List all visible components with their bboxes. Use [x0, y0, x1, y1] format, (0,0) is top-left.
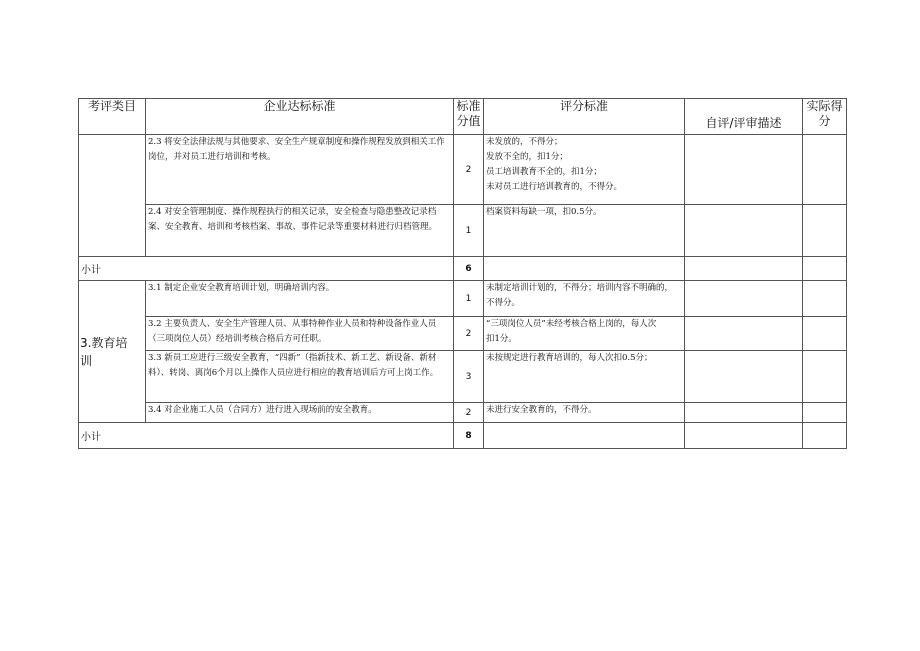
self-review-cell — [685, 281, 803, 317]
criteria-cell — [484, 317, 685, 351]
subtotal-review — [685, 423, 803, 449]
criteria-line: 员工培训教育不全的，扣1分； — [486, 167, 602, 177]
header-category: 考评类目 — [79, 99, 146, 135]
table-row — [79, 403, 847, 423]
criteria-line: 发放不全的，扣1分； — [486, 152, 568, 162]
subtotal-actual — [803, 423, 847, 449]
category-line1: 3.教育培 — [80, 335, 128, 350]
criteria-line: 未发放的，不得分； — [486, 137, 563, 147]
actual-score-cell — [803, 317, 847, 351]
self-review-cell — [685, 317, 803, 351]
subtotal-actual — [803, 257, 847, 281]
criteria-line: 未按规定进行教育培训的，每人次扣0.5分； — [486, 353, 653, 363]
criteria-line: “三项岗位人员”未经考核合格上岗的，每人次 — [486, 319, 657, 329]
header-row — [79, 99, 847, 135]
score-cell: 1 — [454, 205, 484, 257]
header-score — [454, 99, 484, 135]
subtotal-criteria — [484, 257, 685, 281]
self-review-cell — [685, 135, 803, 205]
subtotal-label: 小计 — [79, 423, 454, 449]
header-actual-line1: 实际得 — [806, 99, 843, 113]
criteria-line: 档案资料每缺一项，扣0.5分。 — [486, 207, 602, 217]
score-cell: 3 — [454, 351, 484, 403]
category-line2: 训 — [80, 353, 93, 368]
header-self-review: 自评/评审描述 — [685, 99, 803, 135]
assessment-table — [78, 98, 847, 449]
standard-cell: 2.4 对安全管理制度、操作规程执行的相关记录，安全检查与隐患整改记录档案、安全教育、培训和考核档案、事故、事件记录等重要材料进行归档管理。 — [146, 205, 454, 257]
standard-cell: 3.1 制定企业安全教育培训计划，明确培训内容。 — [146, 281, 454, 317]
actual-score-cell — [803, 403, 847, 423]
table-row — [79, 135, 847, 205]
score-cell: 1 — [454, 281, 484, 317]
header-actual-line2: 分 — [818, 114, 831, 128]
criteria-cell — [484, 135, 685, 205]
actual-score-cell — [803, 205, 847, 257]
table-row — [79, 351, 847, 403]
subtotal-label: 小计 — [79, 257, 454, 281]
criteria-cell — [484, 351, 685, 403]
criteria-line: 未进行安全教育的，不得分。 — [486, 405, 597, 415]
header-criteria: 评分标准 — [484, 99, 685, 135]
score-cell: 2 — [454, 135, 484, 205]
table-row — [79, 205, 847, 257]
category-cell — [79, 281, 146, 423]
criteria-line: 扣1分。 — [486, 334, 517, 344]
standard-cell: 3.2 主要负责人、安全生产管理人员、从事特种作业人员和特种设备作业人员（三项岗位人员）经培训考核合格后方可任职。 — [146, 317, 454, 351]
header-actual — [803, 99, 847, 135]
actual-score-cell — [803, 281, 847, 317]
standard-cell: 3.3 新员工应进行三级安全教育，“四新”（指新技术、新工艺、新设备、新材料）、转岗、离岗6个月以上操作人员应进行相应的教育培训后方可上岗工作。 — [146, 351, 454, 403]
self-review-cell — [685, 205, 803, 257]
category-cell-empty — [79, 135, 146, 257]
header-standard: 企业达标标准 — [146, 99, 454, 135]
criteria-cell — [484, 403, 685, 423]
score-cell: 2 — [454, 317, 484, 351]
criteria-line: 不得分。 — [486, 298, 521, 308]
criteria-line: 未制定培训计划的，不得分；培训内容不明确的， — [486, 283, 674, 293]
header-score-line1: 标准 — [456, 99, 481, 113]
subtotal-row — [79, 257, 847, 281]
criteria-line: 未对员工进行培训教育的，不得分。 — [486, 182, 623, 192]
subtotal-review — [685, 257, 803, 281]
criteria-cell — [484, 281, 685, 317]
score-cell: 2 — [454, 403, 484, 423]
standard-cell: 3.4 对企业施工人员（合同方）进行进入现场前的安全教育。 — [146, 403, 454, 423]
subtotal-score: 6 — [454, 257, 484, 281]
actual-score-cell — [803, 351, 847, 403]
actual-score-cell — [803, 135, 847, 205]
subtotal-row — [79, 423, 847, 449]
criteria-cell — [484, 205, 685, 257]
self-review-cell — [685, 403, 803, 423]
self-review-cell — [685, 351, 803, 403]
subtotal-criteria — [484, 423, 685, 449]
table-row — [79, 281, 847, 317]
header-score-line2: 分值 — [456, 114, 481, 128]
standard-cell: 2.3 将安全法律法规与其他要求、安全生产规章制度和操作规程发放到相关工作岗位，并对员工进行培训和考核。 — [146, 135, 454, 205]
table-row — [79, 317, 847, 351]
subtotal-score: 8 — [454, 423, 484, 449]
